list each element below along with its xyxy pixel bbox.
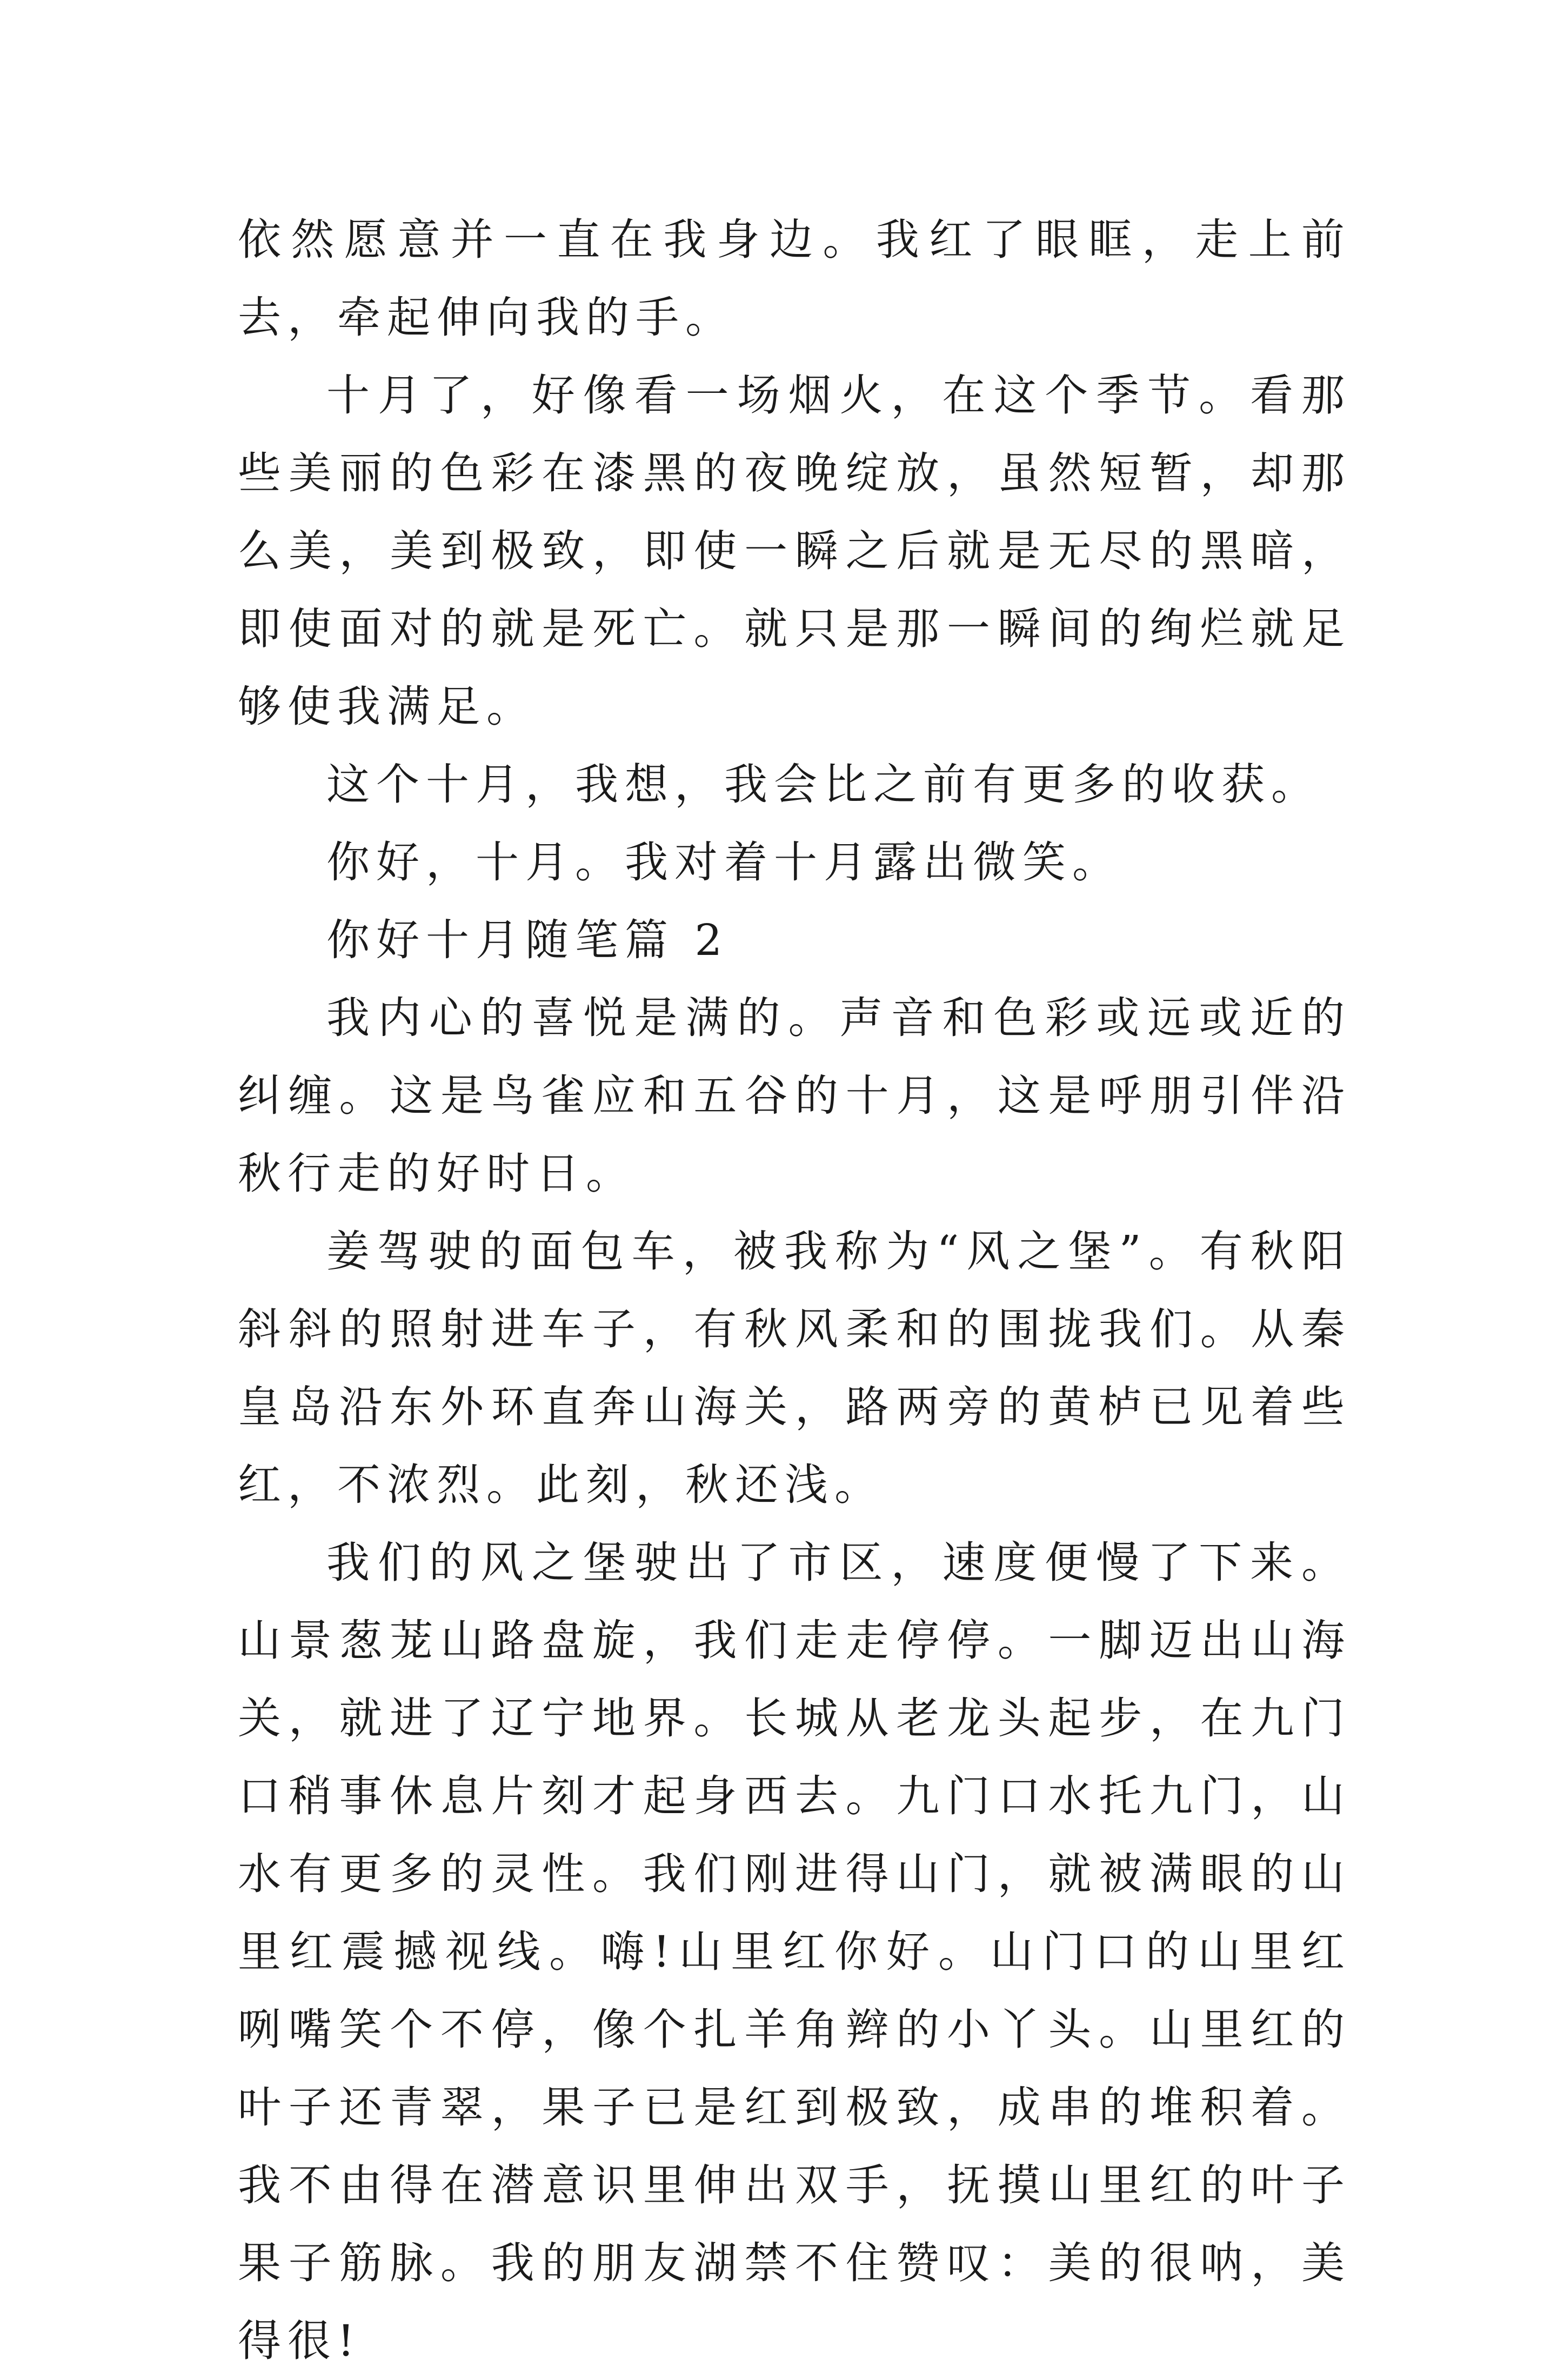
paragraph-4: 你好，十月。我对着十月露出微笑。: [326, 837, 1122, 887]
paragraph-3: 这个十月，我想，我会比之前有更多的收获。: [326, 759, 1321, 810]
paragraph-5: 我内心的喜悦是满的。声音和色彩或远或近的纠缠。这是鸟雀应和五谷的十月，这是呼朋引伴沿秋行走的好时日。: [238, 993, 1351, 1199]
paragraph-2: 十月了，好像看一场烟火，在这个季节。看那些美丽的色彩在漆黑的夜晚绽放，虽然短暂，却那么美，美到极致，即使一瞬之后就是无尽的黑暗，即使面对的就是死亡。就只是那一瞬间的绚烂就足够使我满足。: [238, 370, 1351, 732]
section-heading: 你好十月随笔篇 2: [326, 915, 729, 965]
paragraph-6: 姜驾驶的面包车，被我称为“风之堡”。有秋阳斜斜的照射进车子，有秋风柔和的围拢我们。从秦皇岛沿东外环直奔山海关，路两旁的黄栌已见着些红，不浓烈。此刻，秋还浅。: [238, 1226, 1351, 1510]
paragraph-7: 我们的风之堡驶出了市区，速度便慢了下来。山景葱茏山路盘旋，我们走走停停。一脚迈出山海关，就进了辽宁地界。长城从老龙头起步，在九门口稍事休息片刻才起身西去。九门口水托九门，山水有更多的灵性。我们刚进得山门，就被满眼的山里红震撼视线。嗨!山里红你好。山门口的山里红咧嘴笑个不停，像个扎羊角辫的小丫头。山里红的叶子还青翠，果子已是红到极致，成串的堆积着。我不由得在潜意识里伸出双手，抚摸山里红的叶子果子筋脉。我的朋友湖禁不住赞叹：美的很呐，美得很!: [238, 1537, 1351, 2366]
document-body: [238, 201, 1351, 2380]
paragraph-1: 依然愿意并一直在我身边。我红了眼眶，走上前去，牵起伸向我的手。: [238, 215, 1351, 343]
